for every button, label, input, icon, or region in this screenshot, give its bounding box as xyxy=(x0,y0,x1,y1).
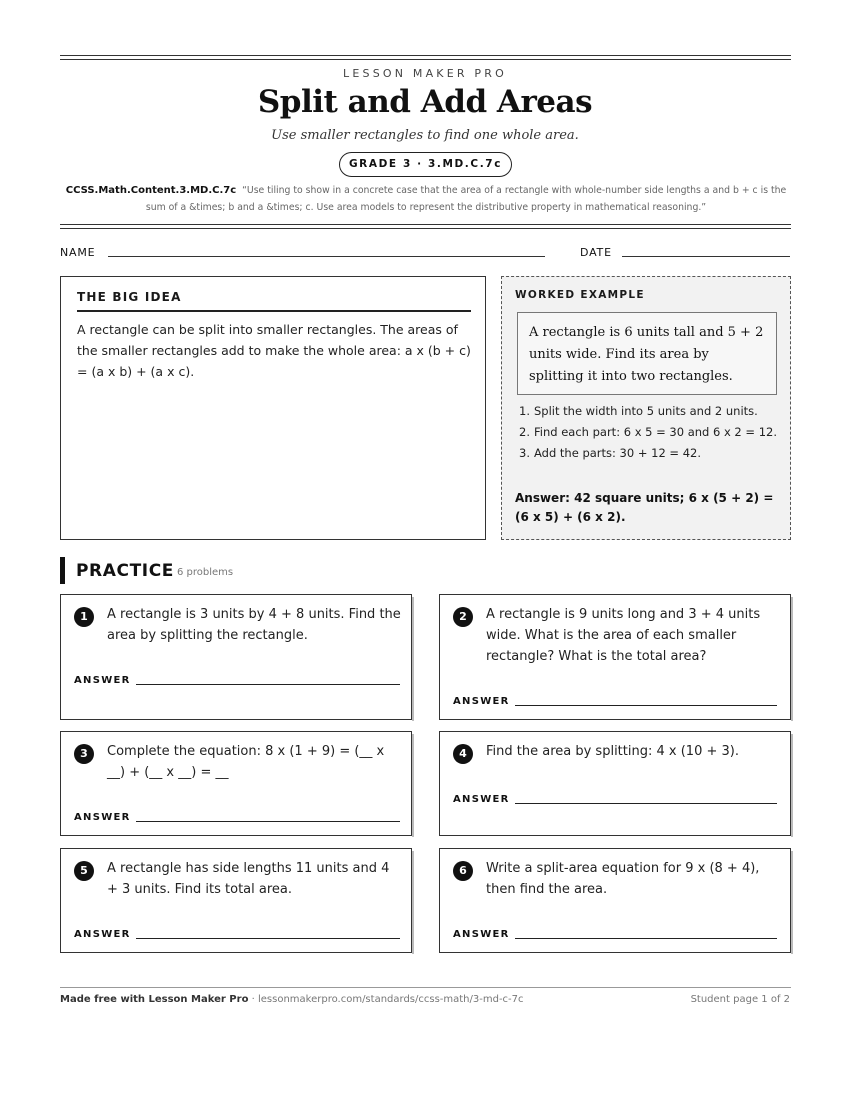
practice-accent-bar xyxy=(60,557,65,584)
answer-line-2[interactable] xyxy=(515,705,777,706)
problem-text: A rectangle is 9 units long and 3 + 4 units wide. What is the area of each smaller rectangle? What is the total area? xyxy=(486,607,761,664)
footer-url[interactable]: · lessonmakerpro.com/standards/ccss-math/3-md-c-7c xyxy=(248,994,524,1005)
top-rule xyxy=(60,55,791,60)
footer-credit xyxy=(60,994,524,1005)
worked-step xyxy=(515,443,780,463)
problem-number-badge: 2 xyxy=(453,607,473,627)
answer-label: ANSWER xyxy=(453,794,510,805)
problem-text: A rectangle has side lengths 11 units and 4 + 3 units. Find its total area. xyxy=(107,861,390,897)
footer-rule xyxy=(60,987,791,988)
answer-line-5[interactable] xyxy=(136,938,400,939)
practice-heading: PRACTICE xyxy=(76,561,174,581)
problem-text: Write a split-area equation for 9 x (8 + 4), then find the area. xyxy=(486,861,760,897)
answer-line-3[interactable] xyxy=(136,821,400,822)
problem-number-badge: 1 xyxy=(74,607,94,627)
footer-brand: Made free with Lesson Maker Pro xyxy=(60,994,249,1005)
problem-card-1 xyxy=(60,594,412,720)
header-bottom-rule xyxy=(60,224,791,229)
answer-label: ANSWER xyxy=(453,696,510,707)
practice-count: 6 problems xyxy=(177,567,234,578)
step-text: Split the width into 5 units and 2 units. xyxy=(534,404,758,418)
problem-card-2 xyxy=(439,594,791,720)
worked-example-heading: WORKED EXAMPLE xyxy=(515,289,645,301)
step-text: Add the parts: 30 + 12 = 42. xyxy=(534,446,702,460)
worked-example-answer: Answer: 42 square units; 6 x (5 + 2) = (6 x 5) + (6 x 2). xyxy=(515,491,774,524)
step-number: 2. xyxy=(519,425,530,439)
answer-label: ANSWER xyxy=(453,929,510,940)
big-idea-panel xyxy=(60,276,486,540)
standard-code: CCSS.Math.Content.3.MD.C.7c xyxy=(65,185,237,196)
problem-number-badge: 5 xyxy=(74,861,94,881)
answer-label: ANSWER xyxy=(74,812,131,823)
grade-badge: GRADE 3 · 3.MD.C.7c xyxy=(339,152,512,177)
answer-line-1[interactable] xyxy=(136,684,400,685)
worked-example-steps xyxy=(515,401,780,464)
answer-label: ANSWER xyxy=(74,929,131,940)
problem-text: A rectangle is 3 units by 4 + 8 units. Find the area by splitting the rectangle. xyxy=(107,607,401,643)
problem-card-4 xyxy=(439,731,791,836)
step-number: 3. xyxy=(519,446,530,460)
page-subtitle: Use smaller rectangles to find one whole area. xyxy=(271,128,579,143)
answer-label: ANSWER xyxy=(74,675,131,686)
date-label: DATE xyxy=(580,246,612,259)
worked-example-problem: A rectangle is 6 units tall and 5 + 2 units wide. Find its area by splitting it into two rectangles. xyxy=(517,312,777,395)
worked-example-panel xyxy=(501,276,791,540)
brand-name: LESSON MAKER PRO xyxy=(343,67,507,80)
problem-number-badge: 6 xyxy=(453,861,473,881)
big-idea-heading: THE BIG IDEA xyxy=(77,290,471,312)
problem-card-5 xyxy=(60,848,412,953)
date-field[interactable] xyxy=(622,256,790,257)
standard-description xyxy=(62,182,790,216)
big-idea-text: A rectangle can be split into smaller rectangles. The areas of the smaller rectangles add to make the whole area: a x (b + c) = (a x b) + (a x c). xyxy=(77,322,471,379)
worked-step xyxy=(515,422,780,442)
answer-line-6[interactable] xyxy=(515,938,777,939)
problem-number-badge: 3 xyxy=(74,744,94,764)
page-title: Split and Add Areas xyxy=(257,84,593,120)
name-label: NAME xyxy=(60,246,96,259)
problem-card-6 xyxy=(439,848,791,953)
step-text: Find each part: 6 x 5 = 30 and 6 x 2 = 12. xyxy=(534,425,777,439)
name-field[interactable] xyxy=(108,256,545,257)
problem-text: Find the area by splitting: 4 x (10 + 3). xyxy=(486,744,739,759)
problem-text: Complete the equation: 8 x (1 + 9) = (__ x __) + (__ x __) = __ xyxy=(107,744,385,780)
problem-number-badge: 4 xyxy=(453,744,473,764)
problem-card-3 xyxy=(60,731,412,836)
worked-step xyxy=(515,401,780,421)
page-indicator: Student page 1 of 2 xyxy=(690,994,790,1005)
standard-text: “Use tiling to show in a concrete case that the area of a rectangle with whole-number side lengths a and b + c is the sum of a &times; b and a &times; c. Use area models to represent the distributive property in mathematical reasoning.” xyxy=(145,185,787,213)
step-number: 1. xyxy=(519,404,530,418)
answer-line-4[interactable] xyxy=(515,803,777,804)
